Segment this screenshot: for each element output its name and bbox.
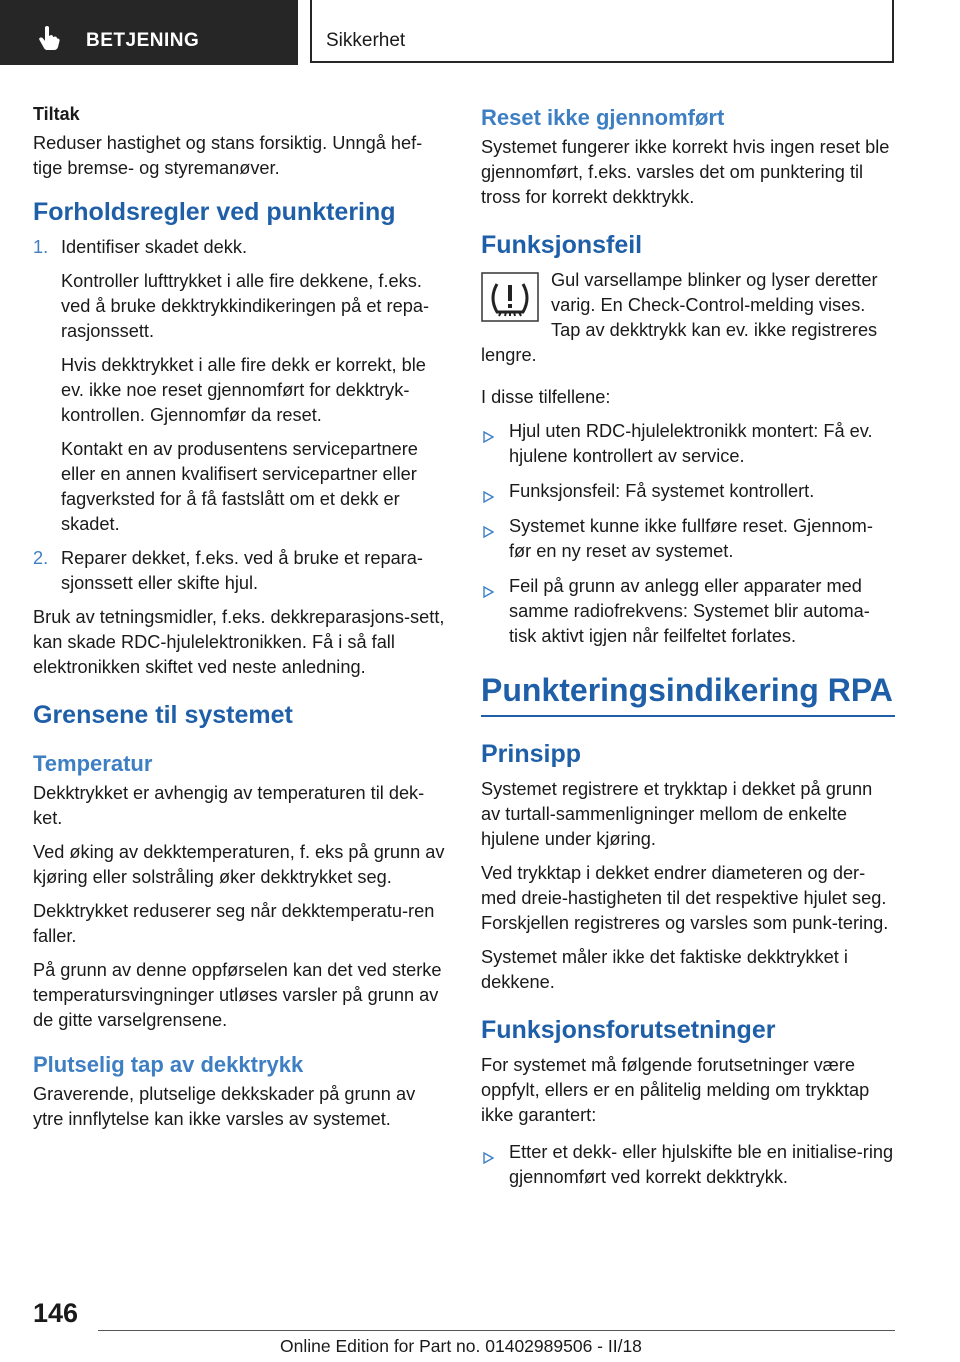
funksjonsfeil-block <box>481 268 895 377</box>
step-item <box>33 546 447 596</box>
page-number: 146 <box>33 1298 79 1328</box>
list-item <box>481 1140 895 1190</box>
steps-list <box>33 235 447 596</box>
right-column <box>481 104 895 1200</box>
step-number: 1. <box>33 237 49 257</box>
hand-pointer-icon <box>38 25 60 51</box>
section-label: BETJENING <box>86 30 200 51</box>
heading-rpa: Punkteringsindikering RPA <box>481 671 895 717</box>
step-text: Kontakt en av produsentens servicepartnere eller en annen kvalifisert servicepartner eller fagverksted for å få fastslått om et dekk er skadet. <box>61 439 418 534</box>
bullet-text: Hjul uten RDC-hjulelektronikk montert: Få ev. hjulene kontrollert av service. <box>509 421 873 466</box>
heading-forholdsregler: Forholdsregler ved punktering <box>33 198 396 226</box>
heading-plutselig: Plutselig tap av dekktrykk <box>33 1052 304 1077</box>
left-column <box>33 104 447 1141</box>
temp-text: Dekktrykket reduserer seg når dekktemperatu‐ren faller. <box>33 901 435 946</box>
bullet-text: Feil på grunn av anlegg eller apparater med samme radiofrekvens: Systemet blir automa‐tisk aktivt igjen når feilfeltet forlates. <box>509 576 870 646</box>
bullet-text: Funksjonsfeil: Få systemet kontrollert. <box>509 481 815 501</box>
forutsetninger-text: For systemet må følgende forutsetninger være oppfylt, ellers er en pålitelig melding om trykktap ikke garantert: <box>481 1055 870 1125</box>
forutsetninger-list <box>481 1140 895 1190</box>
triangle-bullet-icon <box>483 1146 494 1171</box>
triangle-bullet-icon <box>483 425 494 450</box>
step-text: Identifiser skadet dekk. <box>61 237 248 257</box>
list-item <box>481 419 895 469</box>
triangle-bullet-icon <box>483 520 494 545</box>
prinsipp-text: Ved trykktap i dekket endrer diameteren og der‐med dreie-hastigheten til det respektive hjulet seg. Forskjellen registreres og varsles som punk‐tering. <box>481 863 889 933</box>
heading-prinsipp: Prinsipp <box>481 740 582 768</box>
list-item <box>481 574 895 649</box>
step-text: Hvis dekktrykket i alle fire dekk er korrekt, ble ev. ikke noe reset gjennomført for dekktryk‐kontrollen. Gjennomfør da reset. <box>61 355 426 425</box>
heading-forutsetninger: Funksjonsforutsetninger <box>481 1016 776 1044</box>
reset-text: Systemet fungerer ikke korrekt hvis ingen reset ble gjennomført, f.eks. varsles det om punktering til tross for korrekt dekktrykk. <box>481 137 890 207</box>
tilfellene-list <box>481 419 895 649</box>
plutselig-text: Graverende, plutselige dekkskader på grunn av ytre innflytelse kan ikke varsles av systemet. <box>33 1084 416 1129</box>
chapter-header <box>310 0 894 63</box>
edition-text: Online Edition for Part no. 01402989506 - II/18 <box>280 1336 642 1356</box>
section-tab <box>0 0 298 65</box>
triangle-bullet-icon <box>483 580 494 605</box>
step-item <box>33 235 447 537</box>
step-text: Kontroller lufttrykket i alle fire dekkene, f.eks. ved å bruke dekktrykkindikeringen på et repa‐rasjonssett. <box>61 271 429 341</box>
tire-pressure-warning-icon <box>481 272 539 322</box>
heading-funksjonsfeil: Funksjonsfeil <box>481 231 643 259</box>
prinsipp-text: Systemet registrere et trykktap i dekket på grunn av turtall-sammenligninger mellom de enkelte hjulene under kjøring. <box>481 779 873 849</box>
tilfellene-text: I disse tilfellene: <box>481 387 611 407</box>
prinsipp-text: Systemet måler ikke det faktiske dekktrykket i dekkene. <box>481 947 848 992</box>
bullet-text: Systemet kunne ikke fullføre reset. Gjennom‐før en ny reset av systemet. <box>509 516 873 561</box>
list-item <box>481 514 895 564</box>
bullet-text: Etter et dekk- eller hjulskifte ble en initialise‐ring gjennomført ved korrekt dekktrykk. <box>509 1142 894 1187</box>
triangle-bullet-icon <box>483 485 494 510</box>
temp-text: På grunn av denne oppførselen kan det ved sterke temperatursvingninger utløses varsler på grunn av de gitte varselgrensene. <box>33 960 442 1030</box>
heading-temperatur: Temperatur <box>33 751 153 776</box>
tiltak-text: Reduser hastighet og stans forsiktig. Unngå hef‐tige bremse- og styremanøver. <box>33 133 423 178</box>
heading-reset: Reset ikke gjennomført <box>481 105 725 130</box>
temp-text: Ved øking av dekktemperaturen, f. eks på grunn av kjøring eller solstråling øker dekktrykket seg. <box>33 842 445 887</box>
step-number: 2. <box>33 548 49 568</box>
chapter-label: Sikkerhet <box>326 30 406 51</box>
footer-divider <box>98 1330 895 1331</box>
tetning-text: Bruk av tetningsmidler, f.eks. dekkreparasjons‐sett, kan skade RDC-hjulelektronikken. Få i så fall elektronikken skiftet ved neste anledning. <box>33 607 445 677</box>
tiltak-label: Tiltak <box>33 104 80 124</box>
list-item <box>481 479 895 504</box>
step-text: Reparer dekket, f.eks. ved å bruke et repara‐sjonssett eller skifte hjul. <box>61 548 423 593</box>
heading-grensene: Grensene til systemet <box>33 701 293 729</box>
funksjonsfeil-text: Gul varsellampe blinker og lyser deretter varig. En Check-Control-melding vises. Tap av dekktrykk kan ev. ikke registreres lengre. <box>481 270 878 365</box>
temp-text: Dekktrykket er avhengig av temperaturen til dek‐ket. <box>33 783 425 828</box>
